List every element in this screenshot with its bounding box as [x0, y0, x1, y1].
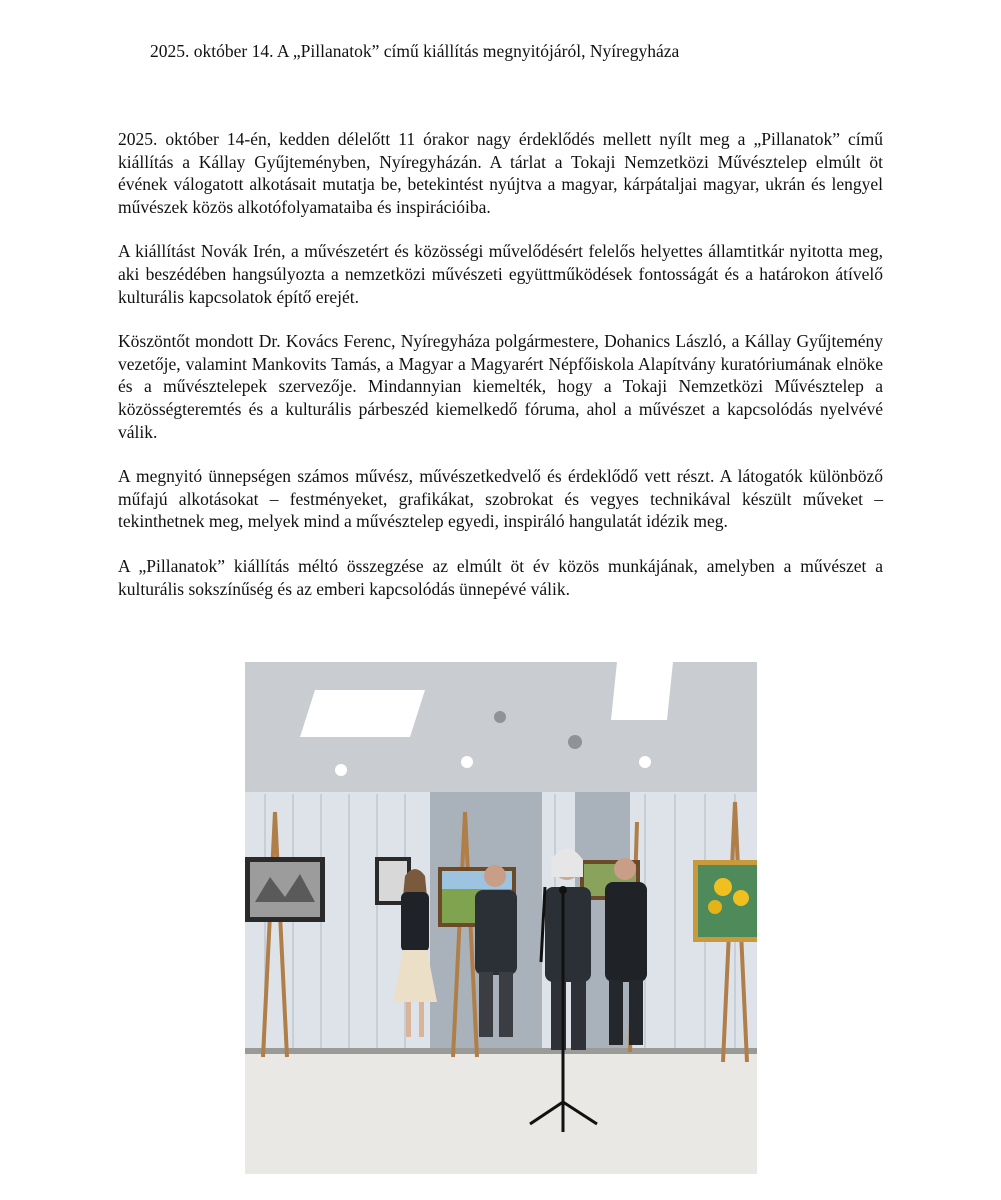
painting-graphic — [250, 862, 320, 917]
paragraph-greetings: Köszöntőt mondott Dr. Kovács Ferenc, Nyíregyháza polgármestere, Dohanics László, a Kállay Gyűjtemény vezetője, valamint Mankovits Tamás, a Magyar a Magyarért Népfőiskola Alapítvány kuratóriumának elnöke és a művésztelepek szervezője. Mindannyian kiemelték, hogy a Tokaji Nemzetközi Művésztelep a közösségteremtés és a kulturális párbeszéd kiemelkedő fóruma, ahol a művészet a kapcsolódás nyelvévé válik. — [118, 331, 883, 442]
paragraph-opening: 2025. október 14-én, kedden délelőtt 11 órakor nagy érdeklődés mellett nyílt meg a „Pillanatok” című kiállítás a Kállay Gyűjteményben, Nyíregyházán. A tárlat a Tokaji Nemzetközi Művésztelep elmúlt öt évének válogatott alkotásait mutatja be, betekintést nyújtva a magyar, kárpátaljai magyar, ukrán és lengyel művészek közös alkotófolyamataiba és inspirációiba. — [118, 129, 883, 217]
smoke-detector — [494, 711, 506, 723]
smoke-detector — [568, 735, 582, 749]
article-body — [118, 128, 883, 622]
exhibition-photo-icon — [245, 662, 757, 1174]
spotlight — [639, 756, 651, 768]
skirting — [245, 1048, 757, 1054]
spotlight — [335, 764, 347, 776]
paragraph-opening-speech: A kiállítást Novák Irén, a művészetért és közösségi művelődésért felelős helyettes államtitkár nyitotta meg, aki beszédében hangsúlyozta a nemzetközi művészeti együttműködések fontosságát és a határokon átívelő kulturális kapcsolatok építő erejét. — [118, 241, 883, 307]
paragraph-visitors: A megnyitó ünnepségen számos művész, művészetkedvelő és érdeklődő vett részt. A látogatók különböző műfajú alkotásokat – festményeket, grafikákat, szobrokat és vegyes technikával készült műveket – tekinthetnek meg, melyek mind a művésztelep egyedi, inspiráló hangulatát idézik meg. — [118, 466, 883, 532]
ceiling-light-right — [611, 662, 673, 720]
spotlight — [461, 756, 473, 768]
document-header: 2025. október 14. A „Pillanatok” című kiállítás megnyitójáról, Nyíregyháza — [150, 41, 680, 61]
floor — [245, 1052, 757, 1174]
ceiling-light-left — [300, 690, 425, 737]
paragraph-summary: A „Pillanatok” kiállítás méltó összegzése az elmúlt öt év közös munkájának, amelyben a művészet a kulturális sokszínűség és az emberi kapcsolódás ünnepévé válik. — [118, 555, 883, 599]
